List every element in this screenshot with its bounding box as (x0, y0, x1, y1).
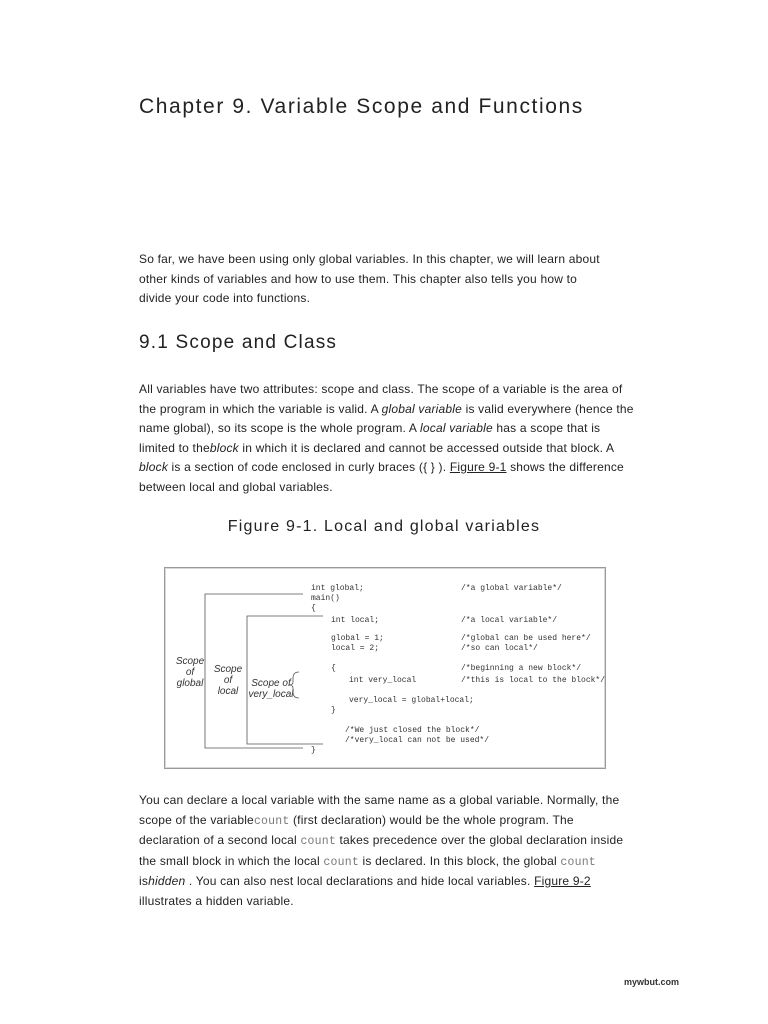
code-line: /*We just closed the block*/ (345, 726, 480, 735)
text: has a scope that is limited to the (139, 421, 601, 455)
code-line: /*very_local can not be used*/ (345, 736, 490, 745)
inline-code: count (300, 835, 336, 848)
code-line: main() (311, 594, 340, 603)
code-comment: /*a local variable*/ (461, 616, 558, 625)
global-scope-label: of (185, 667, 195, 678)
text: is valid everywhere (hence the name global), so its scope is the whole program. A (139, 401, 634, 435)
figure-caption: Figure 9-1. Local and global variables (227, 518, 541, 535)
text: . You can also nest local declarations and hide local variables. (185, 874, 535, 888)
local-scope-label: Scope (213, 664, 243, 675)
code-line: int global; (311, 584, 364, 593)
code-line: int very_local (349, 676, 417, 685)
code-line: local = 2; (331, 644, 380, 653)
emphasis: global variable (381, 401, 463, 416)
intro-line: So far, we have been using only global variables. In this chapter, we will learn about (139, 252, 600, 266)
code-line: } (311, 746, 316, 755)
intro-line: other kinds of variables and how to use them. This chapter also tells you how to (139, 271, 578, 286)
code-comment: /*so can local*/ (461, 644, 538, 653)
code-line: { (331, 664, 336, 673)
text: takes precedence over the global declaration inside the small block in which the local (139, 833, 624, 868)
inline-code: count (253, 814, 290, 828)
text: is declared. In this block, the global (358, 853, 561, 868)
code-comment: /*this is local to the block*/ (461, 676, 605, 685)
code-line: } (331, 706, 336, 715)
text: (first declaration) would be the whole program. The declaration of a second local (139, 812, 574, 847)
text: in which it is declared and cannot be accessed outside that block. A (238, 440, 614, 455)
figure-diagram (165, 568, 605, 768)
code-line: global = 1; (331, 634, 384, 643)
code-comment: /*a global variable*/ (461, 584, 562, 593)
hidden-variable-paragraph (139, 791, 634, 911)
local-scope-label: local (217, 686, 239, 697)
intro-paragraph (139, 250, 639, 309)
code-comment: /*global can be used here*/ (461, 634, 591, 643)
very-local-scope-label: Scope of (251, 678, 291, 689)
code-line: very_local = global+local; (349, 696, 474, 705)
text: All variables have two attributes: scope and class. The scope of a variable is the area of the program in which the variable is valid. A (139, 382, 623, 416)
emphasis: local variable (420, 421, 493, 435)
figure-9-1 (164, 567, 606, 769)
figure-9-2-link[interactable]: Figure 9-2 (534, 874, 591, 888)
text: illustrates a hidden variable. (139, 893, 294, 908)
intro-line: divide your code into functions. (139, 291, 311, 305)
text: is (139, 874, 149, 888)
section-title: 9.1 Scope and Class (139, 332, 338, 353)
global-scope-label: Scope (175, 656, 205, 667)
emphasis: block (209, 440, 239, 455)
local-scope-label: of (223, 675, 233, 686)
code-comment: /*beginning a new block*/ (461, 664, 582, 673)
code-line: { (311, 604, 316, 613)
emphasis: hidden (148, 874, 186, 888)
figure-9-1-link[interactable]: Figure 9-1 (449, 460, 507, 474)
code-line: int local; (331, 616, 380, 625)
inline-code: count (560, 855, 596, 869)
footer-watermark: mywbut.com (624, 977, 680, 987)
inline-code: count (323, 855, 359, 869)
text: is a section of code enclosed in curly braces ({ } ). (168, 460, 450, 474)
scope-class-paragraph (139, 380, 634, 497)
global-scope-label: global (176, 678, 204, 689)
text: shows the difference between local and global variables. (139, 460, 624, 494)
chapter-title: Chapter 9. Variable Scope and Functions (139, 95, 584, 118)
text: You can declare a local variable with the same name as a global variable. Normally, the scope of the variable (139, 793, 620, 827)
very-local-scope-label: very_local (248, 689, 294, 700)
emphasis: block (139, 460, 169, 474)
